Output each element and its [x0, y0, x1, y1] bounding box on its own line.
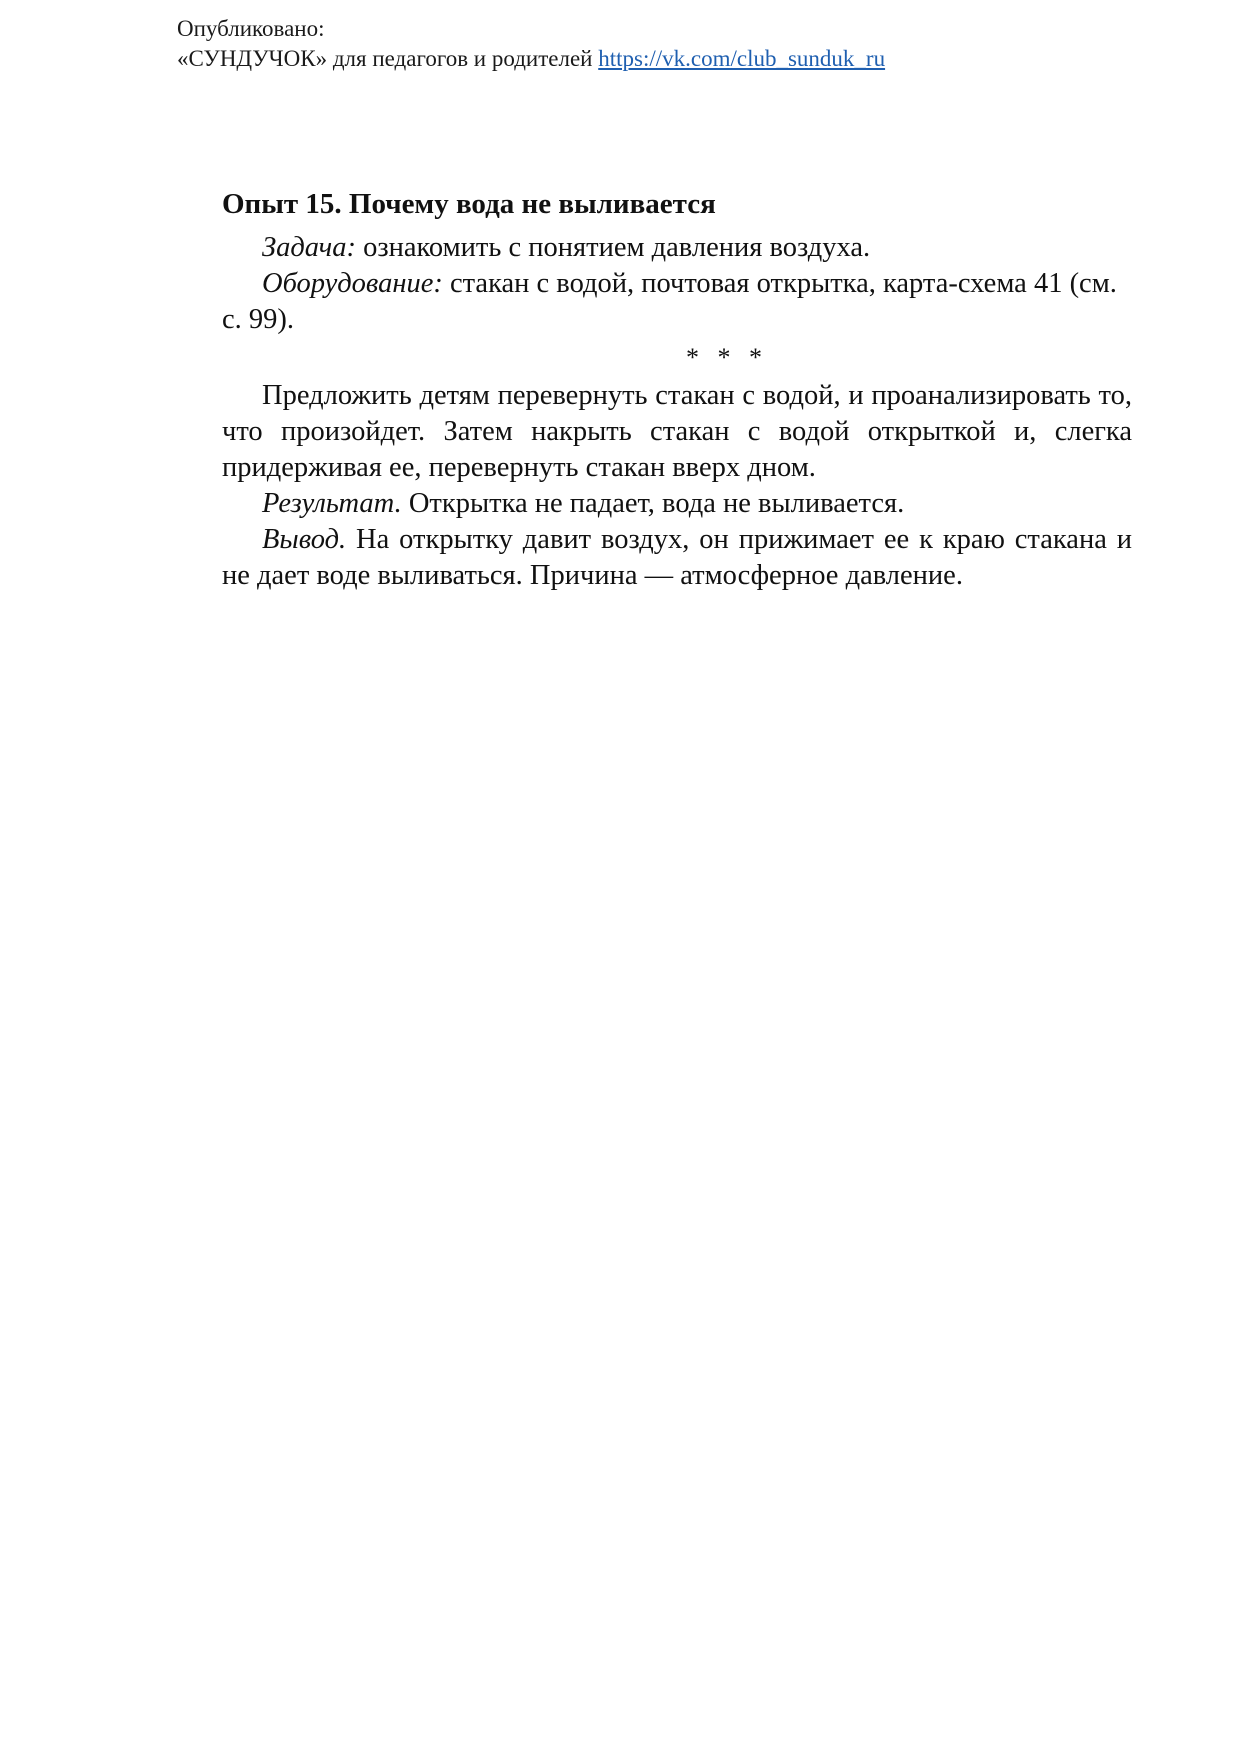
result-label: Результат. [262, 488, 402, 519]
source-link[interactable]: https://vk.com/club_sunduk_ru [598, 46, 886, 71]
equipment-label: Оборудование: [262, 268, 443, 299]
publication-header [177, 14, 885, 74]
equipment-paragraph [222, 266, 1132, 338]
article-title: Опыт 15. Почему вода не выливается [222, 188, 716, 220]
task-paragraph [222, 230, 1132, 266]
conclusion-label: Вывод. [262, 524, 347, 555]
section-separator: * * * [686, 343, 768, 372]
result-text: Открытка не падает, вода не выливается. [408, 488, 905, 519]
source-line [177, 44, 885, 74]
article [222, 186, 1132, 594]
task-text: ознакомить с понятием давления воздуха. [363, 232, 871, 263]
equipment-text: стакан с водой, почтовая открытка, карта-схема 41 (см. с. 99). [222, 268, 1117, 335]
published-label: Опубликовано: [177, 16, 325, 41]
result-paragraph [222, 486, 1132, 522]
conclusion-paragraph [222, 522, 1132, 594]
procedure-paragraph: Предложить детям перевернуть стакан с водой, и проанализировать то, что произойдет. Затем накрыть стакан с водой открыткой и, слегка придерживая ее, перевернуть стакан вверх дном. [222, 380, 1132, 483]
conclusion-text: На открытку давит воздух, он прижимает ее к краю стакана и не дает воде выливаться. Причина — атмосферное давление. [222, 524, 1132, 591]
task-label: Задача: [262, 232, 356, 263]
source-text: «СУНДУЧОК» для педагогов и родителей [177, 46, 593, 71]
